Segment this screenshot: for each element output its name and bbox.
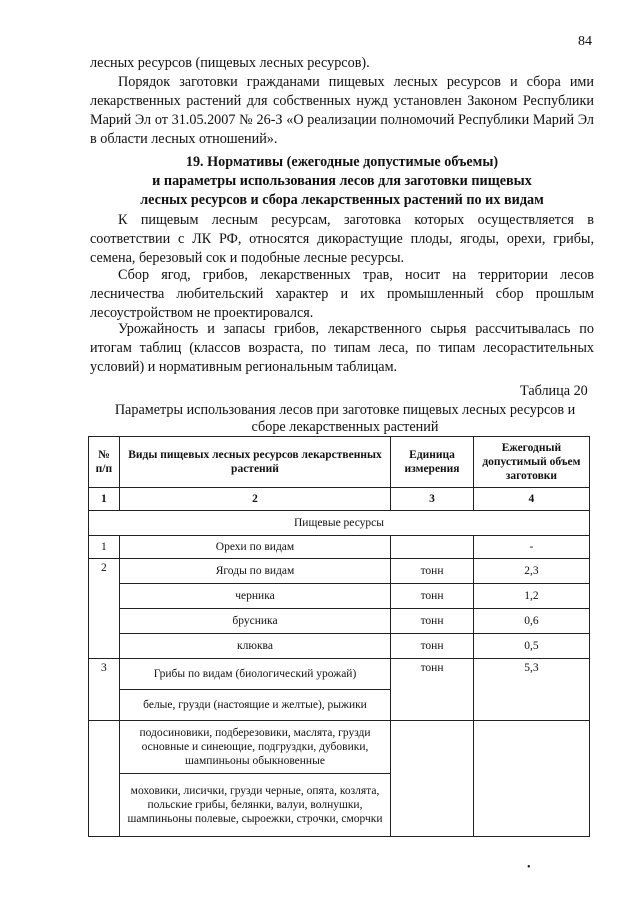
table-row — [89, 584, 590, 609]
table-caption: Параметры использования лесов при заготовке пищевых лесных ресурсов и сборе лекарственных растений — [114, 402, 576, 435]
row-kind: Грибы по видам (биологический урожай) — [119, 659, 390, 690]
header-kind: Виды пищевых лесных ресурсов лекарственных растений — [119, 437, 390, 488]
row-volume-empty — [473, 721, 589, 837]
table-row — [89, 634, 590, 659]
row-volume: 2,3 — [473, 559, 589, 584]
row-num: 2 — [89, 559, 120, 659]
row-volume: - — [473, 536, 589, 559]
row-kind: подосиновики, подберезовики, маслята, грузди основные и синеющие, подгруздки, дубовики, шампиньоны обыкновенные — [119, 721, 390, 774]
section-row — [89, 511, 590, 536]
row-kind: Ягоды по видам — [119, 559, 390, 584]
row-volume: 1,2 — [473, 584, 589, 609]
row-volume: 0,5 — [473, 634, 589, 659]
table-row — [89, 609, 590, 634]
header-num: № п/п — [89, 437, 120, 488]
row-kind: клюква — [119, 634, 390, 659]
col-number: 3 — [391, 488, 474, 511]
row-num: 1 — [89, 536, 120, 559]
table-row — [89, 659, 590, 690]
col-number: 2 — [119, 488, 390, 511]
row-kind: Орехи по видам — [119, 536, 390, 559]
section-heading-line1: 19. Нормативы (ежегодные допустимые объемы) — [185, 154, 499, 170]
header-volume: Ежегодный допустимый объем заготовки — [473, 437, 589, 488]
row-unit: тонн — [391, 659, 474, 721]
row-unit: тонн — [391, 634, 474, 659]
table-row — [89, 559, 590, 584]
footer-mark: • — [527, 862, 531, 873]
paragraph-2: К пищевым лесным ресурсам, заготовка которых осуществляется в соответствии с ЛК РФ, относятся дикорастущие плоды, ягоды, орехи, грибы, семена, березовый сок и подобные лесные ресурсы. — [90, 212, 594, 266]
table-header-row — [89, 437, 590, 488]
row-volume: 5,3 — [473, 659, 589, 721]
section-title: Пищевые ресурсы — [89, 511, 590, 536]
table-label: Таблица 20 — [520, 383, 588, 399]
column-number-row — [89, 488, 590, 511]
row-volume: 0,6 — [473, 609, 589, 634]
row-kind: белые, грузди (настоящие и желтые), рыжики — [119, 690, 390, 721]
row-kind: моховики, лисички, грузди черные, опята, козлята, польские грибы, белянки, валуи, волнушки, шампиньоны полевые, сыроежки, строчки, сморчки — [119, 774, 390, 837]
col-number: 1 — [89, 488, 120, 511]
row-num-empty — [89, 721, 120, 837]
row-unit — [391, 536, 474, 559]
row-unit: тонн — [391, 584, 474, 609]
table-row — [89, 721, 590, 774]
paragraph-1: Порядок заготовки гражданами пищевых лесных ресурсов и сбора ими лекарственных растений для собственных нужд установлен Законом Республики Марий Эл от 31.05.2007 № 26-З «О реализации полномочий Республики Марий Эл в области лесных отношений». — [90, 74, 594, 147]
resources-table — [88, 436, 590, 837]
header-unit: Единица измерения — [391, 437, 474, 488]
page-number: 84 — [578, 34, 592, 49]
section-heading-line2: и параметры использования лесов для заготовки пищевых — [152, 173, 532, 189]
table-row — [89, 536, 590, 559]
section-heading-line3: лесных ресурсов и сбора лекарственных растений по их видам — [140, 192, 544, 208]
paragraph-0: лесных ресурсов (пищевых лесных ресурсов). — [90, 55, 370, 71]
row-unit: тонн — [391, 609, 474, 634]
row-unit: тонн — [391, 559, 474, 584]
row-unit-empty — [391, 721, 474, 837]
col-number: 4 — [473, 488, 589, 511]
paragraph-3: Сбор ягод, грибов, лекарственных трав, носит на территории лесов лесничества любительский характер и их промышленный сбор прошлым лесоустройством не проектировался. — [90, 267, 594, 321]
paragraph-4: Урожайность и запасы грибов, лекарственного сырья рассчитывалась по итогам таблиц (классов возраста, по типам леса, по типам лесорастительных условий) и нормативным региональным таблицам. — [90, 321, 594, 375]
row-kind: брусника — [119, 609, 390, 634]
row-kind: черника — [119, 584, 390, 609]
row-num: 3 — [89, 659, 120, 721]
